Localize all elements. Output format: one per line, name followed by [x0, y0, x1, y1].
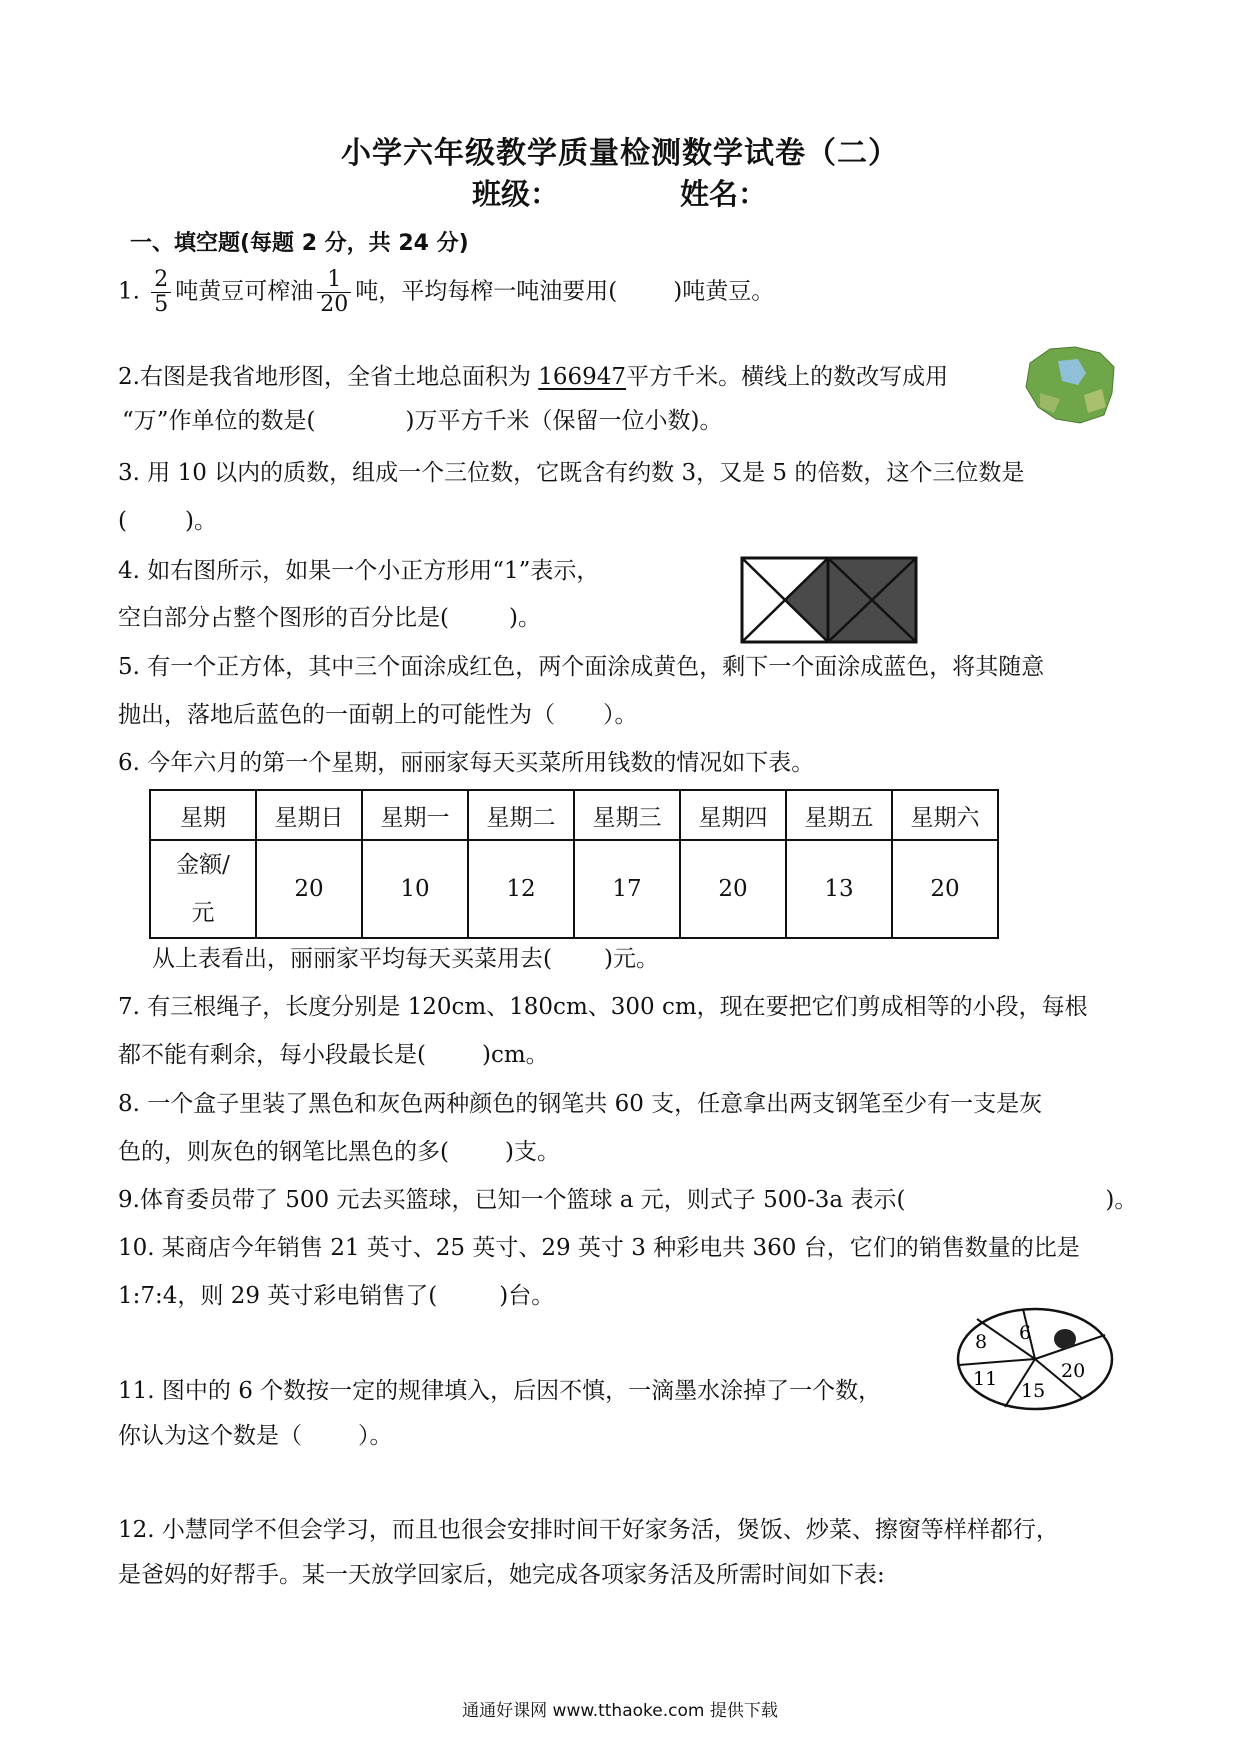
question-2-line-2: [122, 405, 722, 437]
question-10-line-1: 10. 某商店今年销售 21 英寸、25 英寸、29 英寸 3 种彩电共 360 台，它们的销售数量的比是: [118, 1235, 1080, 1261]
q1-fraction-2: [317, 268, 351, 317]
table-cell: 20: [256, 840, 362, 938]
ink-blot: [1054, 1329, 1076, 1349]
question-12-line-1: 12. 小慧同学不但会学习，而且也很会安排时间干好家务活，煲饭、炒菜、擦窗等样样都行，: [118, 1517, 1059, 1543]
q11-text-b: ）。: [358, 1423, 393, 1449]
table-cell: 17: [574, 840, 680, 938]
circle-number: 20: [1061, 1360, 1086, 1382]
table-header-cell: 星期二: [468, 790, 574, 840]
q1-frac2-denominator: 20: [320, 292, 349, 317]
q9-text-b: )。: [1105, 1187, 1138, 1213]
question-1: [118, 268, 774, 317]
q6-text-b: )元。: [603, 946, 659, 972]
q8-text-a: 色的，则灰色的钢笔比黑色的多(: [118, 1139, 449, 1165]
q1-frac2-numerator: 1: [317, 268, 351, 293]
q2-text-e: )万平方千米（保留一位小数)。: [405, 408, 723, 434]
question-8-line-2: [118, 1136, 560, 1168]
name-label: 姓名：: [680, 177, 768, 211]
q2-text-c: 平方千米。横线上的数改写成用: [626, 364, 949, 390]
table-cell: 12: [468, 840, 574, 938]
q1-frac1-denominator: 5: [154, 292, 169, 317]
province-map-image: [1020, 343, 1118, 425]
table-row-label: [150, 840, 256, 938]
question-2-line-1: [118, 361, 948, 393]
table-header-cell: 星期五: [786, 790, 892, 840]
page-title: 小学六年级教学质量检测数学试卷（二）: [341, 136, 899, 171]
question-3-line-2: [118, 505, 217, 537]
question-7-line-2: [118, 1039, 549, 1071]
q4-text-a: 空白部分占整个图形的百分比是(: [118, 605, 449, 631]
circle-number: 15: [1021, 1380, 1046, 1402]
q10-text-a: 1:7:4，则 29 英寸彩电销售了(: [118, 1283, 438, 1309]
question-3-line-1: 3. 用 10 以内的质数，组成一个三位数，它既含有约数 3，又是 5 的倍数，这个三位数是: [118, 460, 1025, 486]
table-header-row: [150, 790, 998, 840]
q5-text-b: ）。: [603, 702, 638, 728]
spending-table: [149, 789, 999, 939]
q7-text-a: 都不能有剩余，每小段最长是(: [118, 1042, 426, 1068]
question-12-line-2: 是爸妈的好帮手。某一天放学回家后，她完成各项家务活及所需时间如下表:: [118, 1562, 885, 1588]
table-cell: 20: [680, 840, 786, 938]
question-4-line-1: 4. 如右图所示，如果一个小正方形用“1”表示，: [118, 558, 600, 584]
q4-text-b: )。: [508, 605, 541, 631]
q11-text-a: 你认为这个数是（: [118, 1423, 302, 1449]
question-11-line-1: 11. 图中的 6 个数按一定的规律填入，后因不慎，一滴墨水涂掉了一个数，: [118, 1378, 882, 1404]
question-11-line-2: [118, 1420, 393, 1452]
q10-text-b: )台。: [499, 1283, 555, 1309]
question-5-line-1: 5. 有一个正方体，其中三个面涂成红色，两个面涂成黄色，剩下一个面涂成蓝色，将其随意: [118, 654, 1045, 680]
table-cell: 13: [786, 840, 892, 938]
table-cell: 10: [362, 840, 468, 938]
table-cell: 20: [892, 840, 998, 938]
q2-text-d: “万”作单位的数是(: [122, 408, 316, 434]
question-10-line-2: [118, 1280, 554, 1312]
number-circle-figure: [955, 1305, 1115, 1413]
q1-number: 1.: [118, 278, 140, 305]
q3-text-a: (: [118, 508, 127, 534]
question-8-line-1: 8. 一个盒子里装了黑色和灰色两种颜色的钢笔共 60 支，任意拿出两支钢笔至少有一支是灰: [118, 1091, 1043, 1117]
table-header-cell: 星期三: [574, 790, 680, 840]
q1-fraction-1: [151, 268, 171, 317]
table-header-cell: 星期六: [892, 790, 998, 840]
circle-number: 11: [973, 1368, 998, 1390]
q7-text-b: )cm。: [481, 1042, 549, 1068]
row-label-line-2: 元: [191, 900, 215, 926]
table-header-cell: 星期四: [680, 790, 786, 840]
q1-frac1-numerator: 2: [151, 268, 171, 293]
section-heading-fill-blank: 一、填空题(每题 2 分，共 24 分): [130, 231, 469, 256]
q2-underlined-number: 166947: [538, 364, 627, 390]
table-row: [150, 840, 998, 938]
table-header-cell: 星期日: [256, 790, 362, 840]
q1-text-3: )吨黄豆。: [673, 278, 775, 305]
class-label: 班级：: [472, 177, 560, 211]
q6-text-a: 从上表看出，丽丽家平均每天买菜用去(: [152, 946, 552, 972]
q1-text-1: 吨黄豆可榨油: [175, 278, 314, 305]
question-6-conclusion: [152, 943, 659, 975]
q5-text-a: 抛出，落地后蓝色的一面朝上的可能性为（: [118, 702, 555, 728]
q8-text-b: )支。: [504, 1139, 560, 1165]
question-6-intro: 6. 今年六月的第一个星期，丽丽家每天买菜所用钱数的情况如下表。: [118, 750, 815, 776]
q3-text-b: )。: [184, 508, 217, 534]
q9-text-a: 9.体育委员带了 500 元去买篮球，已知一个篮球 a 元，则式子 500-3a 表示(: [118, 1187, 906, 1213]
question-7-line-1: 7. 有三根绳子，长度分别是 120cm、180cm、300 cm，现在要把它们剪成相等的小段，每根: [118, 994, 1088, 1020]
table-header-cell: 星期: [150, 790, 256, 840]
table-header-cell: 星期一: [362, 790, 468, 840]
question-5-line-2: [118, 699, 638, 731]
question-4-line-2: [118, 602, 541, 634]
circle-number: 6: [1019, 1322, 1032, 1344]
row-label-line-1: 金额/: [176, 852, 230, 878]
q2-text-a: 2.右图是我省地形图，全省土地总面积为: [118, 364, 539, 390]
question-9: [118, 1184, 1137, 1216]
q1-text-2: 吨，平均每榨一吨油要用(: [355, 278, 618, 305]
page-footer: 通通好课网 www.tthaoke.com 提供下载: [462, 1701, 778, 1721]
square-figure: [740, 556, 918, 644]
circle-number: 8: [975, 1331, 988, 1353]
